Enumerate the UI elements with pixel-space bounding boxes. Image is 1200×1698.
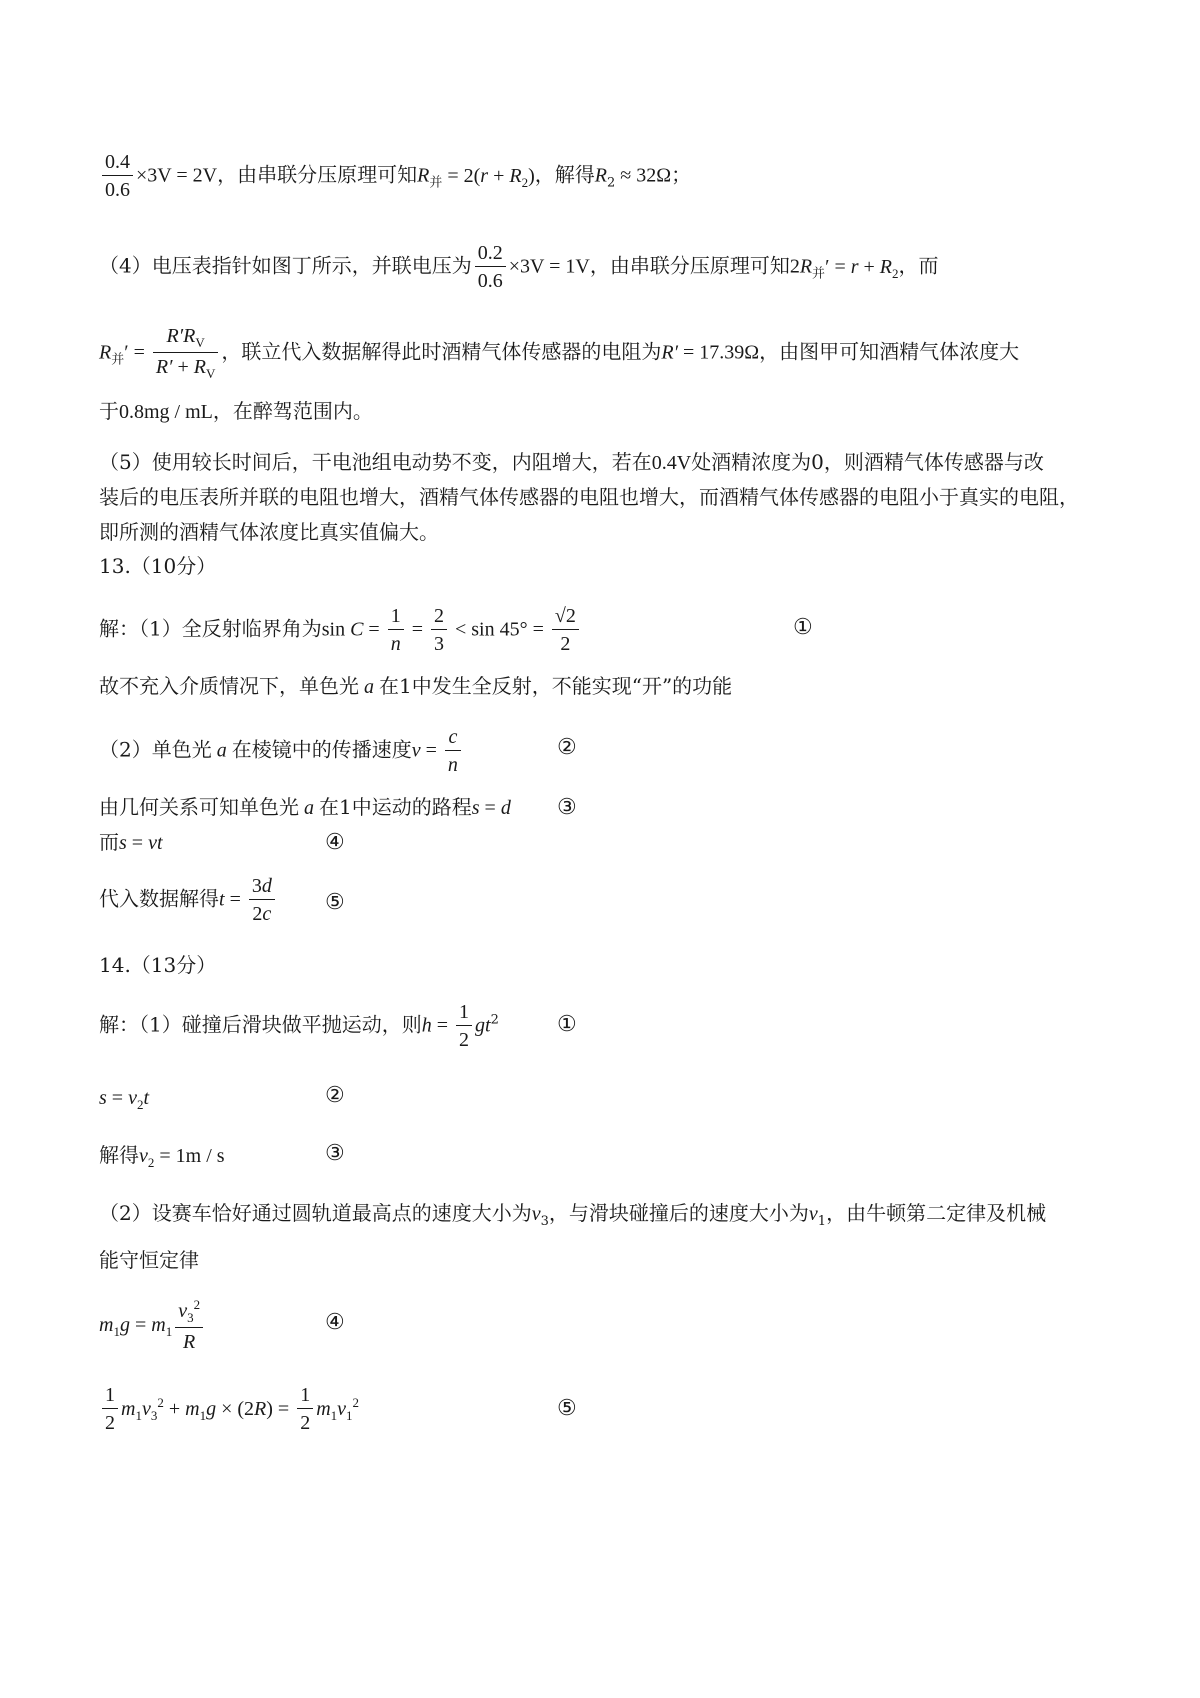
equation-mark-1: ①	[793, 615, 813, 640]
fraction: $\frac{0.4}{0.6}$	[102, 152, 133, 200]
q13-relation: 而s = vt	[99, 830, 163, 854]
q13-step2: （2）单色光 a 在棱镜中的传播速度v = $\frac{c}{n}$	[99, 727, 464, 775]
equation-mark-4: ④	[325, 830, 345, 855]
text: ，而	[898, 253, 939, 278]
solution-line-resistance: $R_并'$ = $\frac{R'R_V}{R' + R_V}$ ，联立代入数据解得此时酒精气体传感器的电阻为R′ = 17.39Ω，由图甲可知酒精气体浓度大	[99, 325, 1020, 381]
text: （4）电压表指针如图丁所示，并联电压为	[99, 253, 472, 278]
solution-part-4: （4）电压表指针如图丁所示，并联电压为 $\frac{0.2}{0.6}$ ×3V = 1V，由串联分压原理可知$2R_并' = r + R_2$，而	[99, 242, 939, 292]
equation-mark-5: ⑤	[557, 1396, 577, 1421]
text: ，由图甲可知酒精气体浓度大	[759, 339, 1020, 364]
question-13-header: 13.（10分）	[99, 554, 217, 578]
equation-mark-3: ③	[557, 795, 577, 820]
text: 于	[99, 399, 119, 423]
equation-mark-2: ②	[557, 735, 577, 760]
q14-newton: $m_1g = m_1$ $\frac{v_3^2}{R}$	[99, 1298, 206, 1352]
q14-step1: 解：（1）碰撞后滑块做平抛运动，则h = $\frac{1}{2}$ $gt^2$	[99, 1001, 499, 1051]
equation-mark-1: ①	[557, 1012, 577, 1037]
equation-mark-3: ③	[325, 1141, 345, 1166]
q13-path: 由几何关系可知单色光 a 在1中运动的路程s = d	[99, 795, 511, 819]
solution-line-conclusion: 于0.8mg / mL，在醉驾范围内。	[99, 399, 373, 423]
solution-part-5-line3: 即所测的酒精气体浓度比真实值偏大。	[99, 520, 439, 544]
q14-step2: （2）设赛车恰好通过圆轨道最高点的速度大小为$v_3$，与滑块碰撞后的速度大小为$v_1$，由牛顿第二定律及机械	[99, 1201, 1047, 1229]
question-14-header: 14.（13分）	[99, 953, 217, 977]
equation-mark-5: ⑤	[325, 890, 345, 915]
text: ，联立代入数据解得此时酒精气体传感器的电阻为	[221, 339, 662, 364]
q14-distance: $s = v_2t$	[99, 1087, 150, 1112]
q13-result: 代入数据解得t = $\frac{3d}{2c}$	[99, 876, 278, 924]
equation-mark-2: ②	[325, 1083, 345, 1108]
text: ，在醉驾范围内。	[212, 399, 373, 423]
q13-conclusion: 故不充入介质情况下，单色光 a 在1中发生全反射，不能实现“开”的功能	[99, 674, 733, 698]
q14-energy: $\frac{1}{2}$ $m_1v_3^2 + m_1g \times (2R)$ = $\frac{1}{2}$ $m_1v_1^2$	[99, 1385, 359, 1433]
equation-mark-4: ④	[325, 1310, 345, 1335]
solution-part-5-line2: 装后的电压表所并联的电阻也增大，酒精气体传感器的电阻也增大，而酒精气体传感器的电阻小于真实的电阻，	[99, 485, 1079, 509]
text: ，由串联分压原理可知	[589, 253, 790, 278]
solution-line-voltage: $\frac{0.4}{0.6}$ ×3V = 2V，由串联分压原理可知$R_并 = 2(r + R_2)$，解得$R_2 \approx 32\Omega$；	[99, 152, 691, 200]
q13-step1: 解：（1）全反射临界角为sin C = $\frac{1}{n}$ = $\frac{2}{3}$ < sin 45° = $\frac{√2}{2}$	[99, 606, 582, 654]
text: ，解得	[534, 162, 595, 187]
text: ；	[671, 162, 692, 187]
solution-part-5-line1: （5）使用较长时间后，干电池组电动势不变，内阻增大，若在0.4V处酒精浓度为0，则酒精气体传感器与改	[99, 450, 1044, 474]
text: ，由串联分压原理可知	[217, 162, 418, 187]
q14-velocity: 解得$v_2 = 1m / s$	[99, 1143, 225, 1170]
q14-step2-cont: 能守恒定律	[99, 1248, 199, 1272]
